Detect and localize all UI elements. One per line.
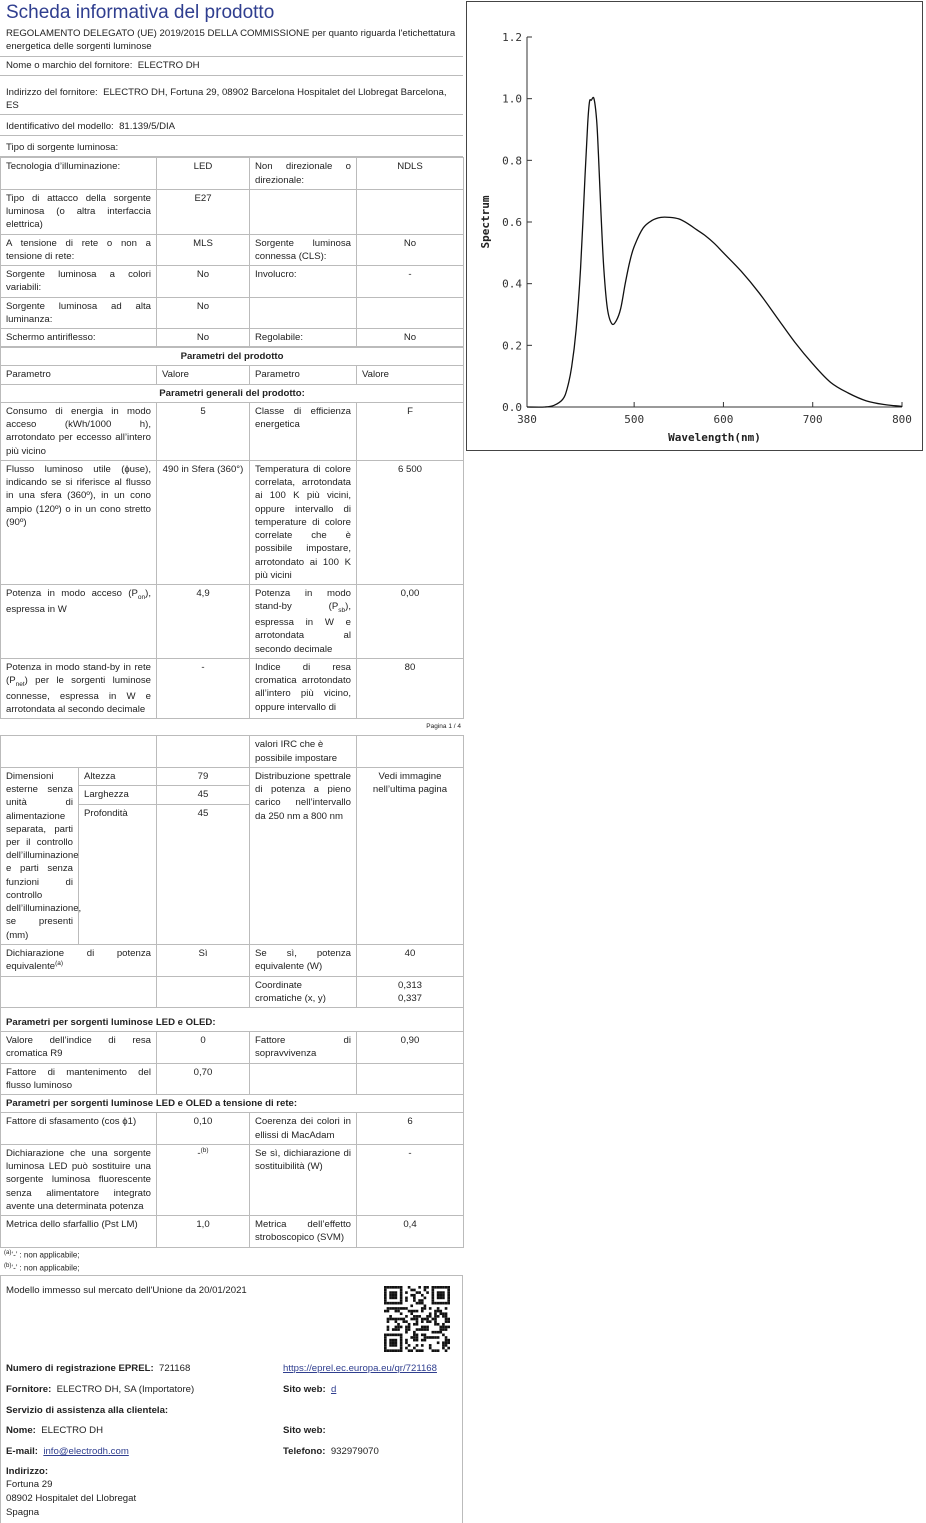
equivalent-power-w-label: Se sì, potenza equivalente (W) bbox=[250, 944, 357, 976]
equivalent-power-declared: Sì bbox=[157, 944, 250, 976]
x-tick-label: 600 bbox=[713, 413, 734, 426]
params-heading: Parametri del prodotto bbox=[1, 348, 464, 366]
efficiency-class-label: Classe di efficienza energetica bbox=[250, 402, 357, 460]
replacement-claim-label: Se sì, dichiarazione di sostituibilità (W) bbox=[250, 1144, 357, 1215]
type-label-right: Non direzionale o direzionale: bbox=[250, 158, 357, 189]
address-line-3: Spagna bbox=[6, 1506, 40, 1518]
page-title: Scheda informativa del prodotto bbox=[6, 2, 275, 23]
psb-label: Potenza in modo stand-by $(P_{sb})$, espressa in W e arrotondata al secondo decimale bbox=[250, 585, 357, 659]
survival-factor-label: Fattore di sopravvivenza bbox=[250, 1032, 357, 1063]
type-value-right bbox=[357, 297, 464, 328]
fluorescent-replacement-label: Dichiarazione che una sorgente luminosa LED può sostituire una sorgente luminosa fluorescente senza alimentatore integrato avente una determinata potenza bbox=[1, 1144, 157, 1215]
lumen-maintenance-value: 0,70 bbox=[157, 1063, 250, 1094]
phone-row: Telefono: 932979070 bbox=[283, 1445, 379, 1457]
supplier-name-value: ELECTRO DH bbox=[137, 60, 200, 72]
supplier-name-row bbox=[0, 57, 463, 75]
pnet-label: Potenza in modo stand-by in rete $(P_{net})$ per le sorgenti luminose connesse, espressa in W e arrotondata al secondo decimale bbox=[1, 658, 157, 719]
cosphi-value: 0,10 bbox=[157, 1113, 250, 1144]
color-temp-value: 6 500 bbox=[357, 460, 464, 584]
color-temp-label: Temperatura di colore correlata, arrotondata ai 100 K più vicini, oppure intervallo di temperature di colore correlate che è possibile impostare, arrotondato ai 100 K più vicini bbox=[250, 460, 357, 584]
stroboscopic-value: 0,4 bbox=[357, 1216, 464, 1247]
stroboscopic-label: Metrica dell’effetto stroboscopico (SVM) bbox=[250, 1216, 357, 1247]
model-id-value: 81.139/5/DIA bbox=[119, 120, 176, 132]
equivalent-power-label: Dichiarazione di potenza equivalente$^{(a)}$ bbox=[1, 944, 157, 976]
type-value-right: - bbox=[357, 266, 464, 297]
type-value-right: No bbox=[357, 329, 464, 347]
type-value-right: NDLS bbox=[357, 158, 464, 189]
type-label-left: A tensione di rete o non a tensione di rete: bbox=[1, 234, 157, 265]
pon-label: Potenza in modo acceso $(P_{on})$, espressa in W bbox=[1, 585, 157, 659]
type-row bbox=[1, 158, 464, 189]
height-value: 79 bbox=[157, 767, 250, 786]
supplier-name-label: Nome o marchio del fornitore: bbox=[6, 60, 133, 72]
cri-label-continued: valori IRC che è possibile impostare bbox=[250, 736, 357, 767]
pon-value: 4,9 bbox=[157, 585, 250, 659]
macadam-value: 6 bbox=[357, 1113, 464, 1144]
type-label-left: Tecnologia d’illuminazione: bbox=[1, 158, 157, 189]
service-website-label: Sito web: bbox=[283, 1424, 326, 1436]
psb-value: 0,00 bbox=[357, 585, 464, 659]
supplier-address-row bbox=[0, 76, 463, 115]
y-tick-label: 0.6 bbox=[502, 216, 522, 229]
chromaticity-label: Coordinate cromatiche (x, y) bbox=[250, 976, 357, 1007]
y-axis-label: Spectrum bbox=[479, 195, 492, 249]
survival-factor-value: 0,90 bbox=[357, 1032, 464, 1063]
type-value-right: No bbox=[357, 234, 464, 265]
service-name-row: Nome: ELECTRO DH bbox=[6, 1424, 104, 1436]
website-link[interactable]: d bbox=[330, 1383, 337, 1395]
energy-label: Consumo di energia in modo acceso (kWh/1000 h), arrotondato per eccesso all’intero più vicino bbox=[1, 402, 157, 460]
y-tick-label: 0.8 bbox=[502, 154, 522, 168]
cosphi-label: Fattore di sfasamento (cos ϕ1) bbox=[1, 1113, 157, 1144]
flicker-value: 1,0 bbox=[157, 1216, 250, 1247]
width-label: Larghezza bbox=[79, 786, 157, 805]
type-row bbox=[1, 297, 464, 328]
y-tick-label: 0.0 bbox=[502, 401, 522, 414]
params-table bbox=[0, 347, 464, 719]
spectrum-series-line bbox=[527, 97, 902, 407]
type-row bbox=[1, 189, 464, 234]
y-tick-label: 1.2 bbox=[502, 31, 522, 44]
col-header-value: Valore bbox=[157, 366, 250, 384]
y-tick-label: 0.2 bbox=[502, 339, 522, 353]
fluorescent-replacement-value: -$^{(b)}$ bbox=[157, 1144, 250, 1215]
eprel-row: Numero di registrazione EPREL: 721168 bbox=[6, 1362, 191, 1374]
footnote-a: $^{(a)}$‘-’ : non applicabile; bbox=[4, 1249, 80, 1260]
supplier-row: Fornitore: ELECTRO DH, SA (Importatore) bbox=[6, 1383, 195, 1395]
pnet-value: - bbox=[157, 658, 250, 719]
spectral-distribution-label: Distribuzione spettrale di potenza a pieno carico nell’intervallo da 250 nm a 800 nm bbox=[250, 767, 357, 944]
depth-value: 45 bbox=[157, 804, 250, 944]
width-value: 45 bbox=[157, 786, 250, 805]
type-label-right: Regolabile: bbox=[250, 329, 357, 347]
cri-label: Indice di resa cromatica arrotondato all’intero più vicino, oppure intervallo di bbox=[250, 658, 357, 719]
type-label-left: Sorgente luminosa a colori variabili: bbox=[1, 266, 157, 297]
type-label-left: Tipo di attacco della sorgente luminosa (o altra interfaccia elettrica) bbox=[1, 189, 157, 234]
x-tick-label: 500 bbox=[624, 413, 645, 426]
equivalent-power-w-value: 40 bbox=[357, 944, 464, 976]
efficiency-class-value: F bbox=[357, 402, 464, 460]
market-date: Modello immesso sul mercato dell'Unione da 20/01/2021 bbox=[6, 1284, 247, 1296]
spectral-distribution-value: Vedi immagine nell’ultima pagina bbox=[357, 767, 464, 944]
footnote-b: $^{(b)}$‘-’ : non applicabile; bbox=[4, 1263, 80, 1273]
type-label-right bbox=[250, 189, 357, 234]
email-link[interactable]: info@electrodh.com bbox=[43, 1445, 129, 1457]
r9-label: Valore dell’indice di resa cromatica R9 bbox=[1, 1032, 157, 1063]
x-tick-label: 800 bbox=[892, 413, 912, 426]
height-label: Altezza bbox=[79, 767, 157, 786]
supplier-address-value: ELECTRO DH, Fortuna 29, 08902 Barcelona Hospitalet del Llobregat Barcelona, ES bbox=[6, 86, 447, 111]
type-value-right bbox=[357, 189, 464, 234]
replacement-claim-value: - bbox=[357, 1144, 464, 1215]
y-tick-label: 1.0 bbox=[502, 92, 522, 106]
service-heading: Servizio di assistenza alla clientela: bbox=[6, 1404, 169, 1416]
qr-code-icon bbox=[384, 1286, 450, 1352]
address-line-1: Fortuna 29 bbox=[6, 1478, 53, 1490]
depth-label: Profondità bbox=[79, 804, 157, 944]
type-value-left: No bbox=[157, 297, 250, 328]
type-row bbox=[1, 329, 464, 347]
type-table bbox=[0, 157, 464, 347]
x-axis-label: Wavelength(nm) bbox=[668, 431, 761, 444]
general-heading: Parametri generali del prodotto: bbox=[1, 384, 464, 402]
y-tick-label: 0.4 bbox=[502, 277, 522, 291]
cri-value: 80 bbox=[357, 658, 464, 719]
page-number: Pagina 1 / 4 bbox=[426, 723, 461, 731]
r9-value: 0 bbox=[157, 1032, 250, 1063]
type-value-left: No bbox=[157, 329, 250, 347]
x-tick-label: 700 bbox=[802, 413, 823, 426]
col-header-param-2: Parametro bbox=[250, 366, 357, 384]
footer-section bbox=[0, 1275, 463, 1523]
energy-value: 5 bbox=[157, 402, 250, 460]
type-heading: Tipo di sorgente luminosa: bbox=[0, 136, 463, 157]
x-tick-label: 380 bbox=[517, 413, 537, 426]
flicker-label: Metrica dello sfarfallio (Pst LM) bbox=[1, 1216, 157, 1247]
params-table-continued bbox=[0, 735, 464, 1247]
model-id-row bbox=[0, 115, 463, 136]
type-value-left: E27 bbox=[157, 189, 250, 234]
eprel-link[interactable]: https://eprel.ec.europa.eu/qr/721168 bbox=[283, 1362, 437, 1374]
col-header-param: Parametro bbox=[1, 366, 157, 384]
type-label-right bbox=[250, 297, 357, 328]
type-label-right: Involucro: bbox=[250, 266, 357, 297]
website-row: Sito web: d bbox=[283, 1383, 337, 1395]
mains-heading: Parametri per sorgenti luminose LED e OLED a tensione di rete: bbox=[1, 1095, 464, 1113]
led-heading: Parametri per sorgenti luminose LED e OLED: bbox=[1, 1008, 464, 1032]
type-label-left: Schermo antiriflesso: bbox=[1, 329, 157, 347]
address-label: Indirizzo: bbox=[6, 1465, 49, 1477]
type-value-left: LED bbox=[157, 158, 250, 189]
dimensions-label: Dimensioni esterne senza unità di alimentazione separata, parti per il controllo dell’illuminazione e parti senza funzioni di controllo dell’illuminazione, se presenti (mm) bbox=[1, 767, 79, 944]
type-row bbox=[1, 266, 464, 297]
chromaticity-value: 0,313 0,337 bbox=[357, 976, 464, 1007]
macadam-label: Coerenza dei colori in ellissi di MacAdam bbox=[250, 1113, 357, 1144]
address-line-2: 08902 Hospitalet del Llobregat bbox=[6, 1492, 137, 1504]
flux-label: Flusso luminoso utile (ɸuse), indicando se si riferisce al flusso in una sfera (360º), in un cono ampio (120º) o in un cono stretto (90º) bbox=[1, 460, 157, 584]
col-header-value-2: Valore bbox=[357, 366, 464, 384]
type-value-left: MLS bbox=[157, 234, 250, 265]
email-row: E-mail: info@electrodh.com bbox=[6, 1445, 129, 1457]
type-label-right: Sorgente luminosa connessa (CLS): bbox=[250, 234, 357, 265]
regulation-intro: REGOLAMENTO DELEGATO (UE) 2019/2015 DELLA COMMISSIONE per quanto riguarda l'etichettatura energetica delle sorgenti luminose bbox=[0, 25, 463, 57]
spectrum-chart-svg bbox=[467, 2, 922, 450]
type-row bbox=[1, 234, 464, 265]
lumen-maintenance-label: Fattore di mantenimento del flusso luminoso bbox=[1, 1063, 157, 1094]
type-label-left: Sorgente luminosa ad alta luminanza: bbox=[1, 297, 157, 328]
supplier-address-label: Indirizzo del fornitore: bbox=[6, 86, 98, 98]
flux-value: 490 in Sfera (360°) bbox=[157, 460, 250, 584]
spectrum-chart bbox=[466, 1, 923, 451]
type-value-left: No bbox=[157, 266, 250, 297]
model-id-label: Identificativo del modello: bbox=[6, 120, 114, 132]
